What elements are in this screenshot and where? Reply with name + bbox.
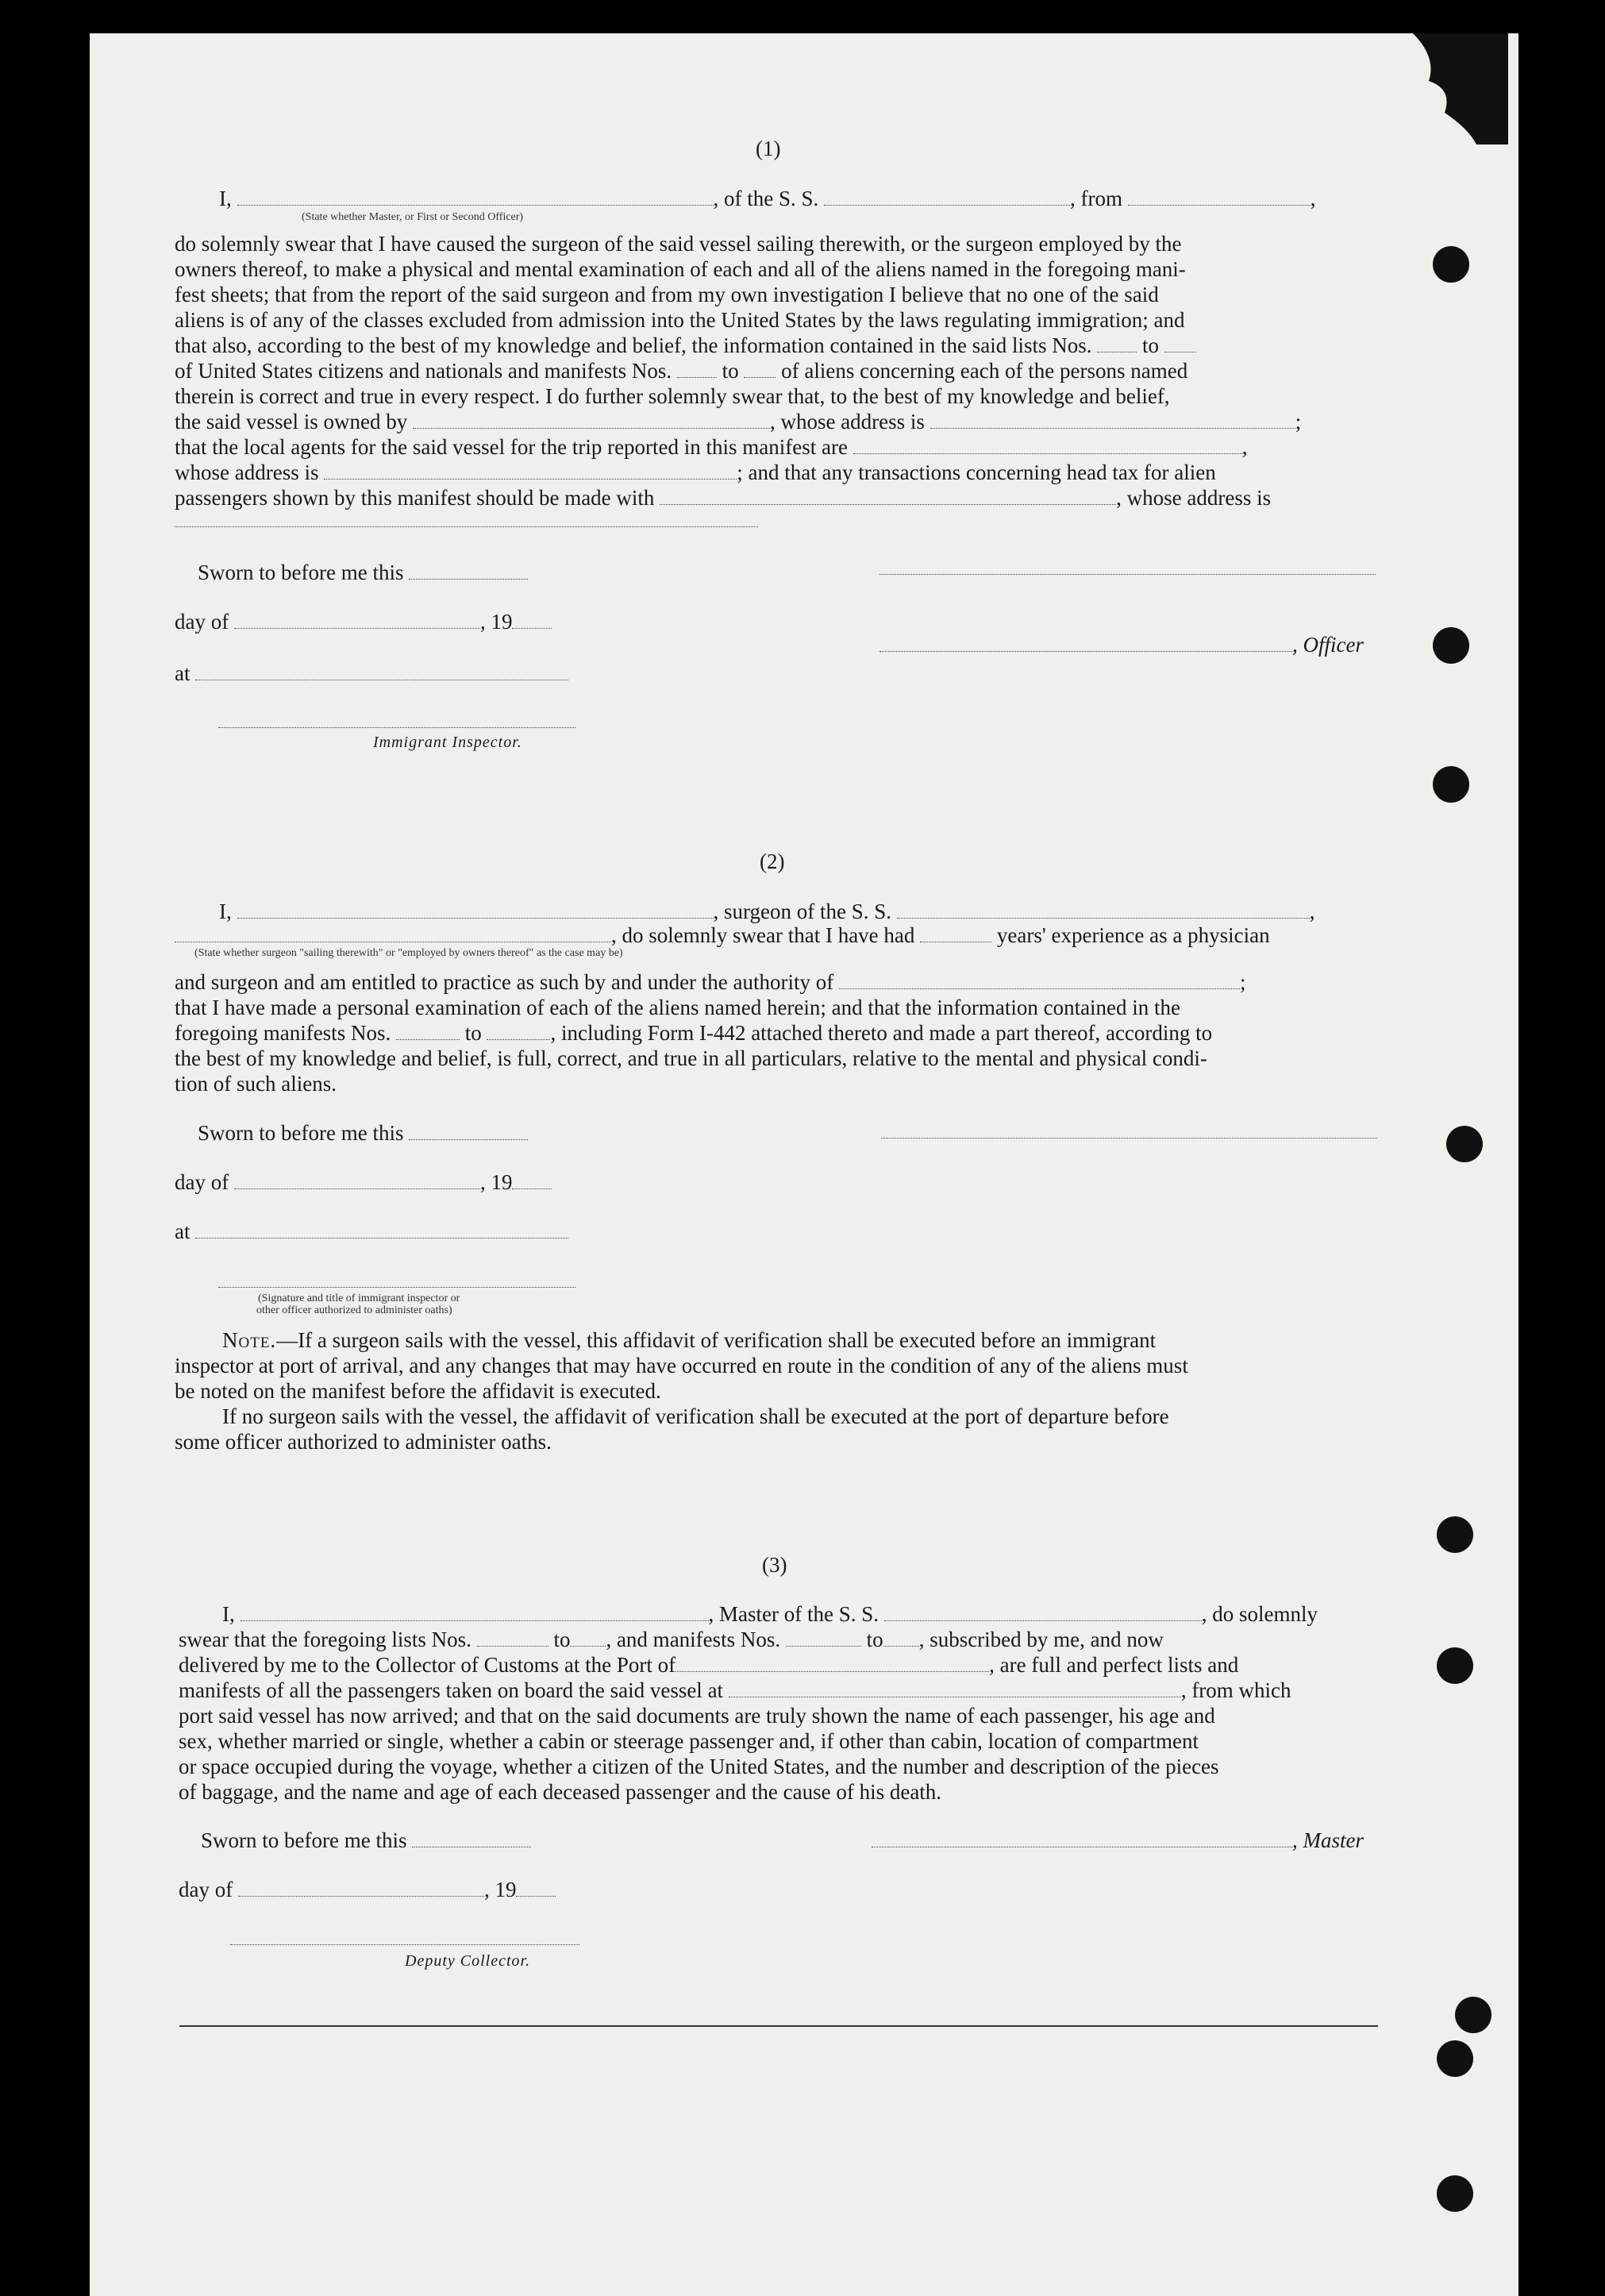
text: years' experience as a physician — [996, 923, 1270, 947]
text: —If a surgeon sails with the vessel, this affidavit of verification shall be executed before an immigrant — [276, 1328, 1157, 1352]
s2-at — [175, 1219, 568, 1243]
field-blank — [1097, 334, 1137, 352]
s1-field-note: (State whether Master, or First or Second Officer) — [302, 211, 524, 223]
text: day of — [179, 1878, 233, 1901]
text: day of — [175, 610, 229, 634]
punch-hole — [1437, 1516, 1473, 1553]
text: ; and that any transactions concerning head tax for alien — [737, 460, 1216, 484]
s1-line-11 — [175, 460, 1216, 484]
text: , subscribed by me, and now — [918, 1628, 1164, 1651]
s2-field-note: (State whether surgeon "sailing therewith" or "employed by owners thereof" as the case may be) — [194, 947, 623, 959]
text: , are full and perfect lists and — [989, 1653, 1239, 1677]
text: , and manifests Nos. — [606, 1628, 781, 1651]
s1-line-3: owners thereof, to make a physical and mental examination of each and all of the aliens named in the foregoing mani- — [175, 257, 1186, 281]
s2-line-7: tion of such aliens. — [175, 1072, 337, 1096]
s2-line-6: the best of my knowledge and belief, is full, correct, and true in all particulars, relative to the mental and physical condi- — [175, 1046, 1207, 1070]
text: , Officer — [1292, 633, 1364, 657]
s2-sig-note-1: (Signature and title of immigrant inspector or — [258, 1292, 460, 1304]
text: foregoing manifests Nos. — [175, 1021, 391, 1045]
text: the said vessel is owned by — [175, 410, 408, 433]
field-blank — [324, 461, 737, 480]
field-blank — [516, 1878, 556, 1897]
text: , of the S. S. — [713, 187, 819, 210]
s2-note-4: If no surgeon sails with the vessel, the affidavit of verification shall be executed at the port of departure before — [222, 1404, 1169, 1428]
s1-at — [175, 661, 568, 685]
text: day of — [175, 1170, 229, 1194]
text: to — [464, 1021, 482, 1045]
s3-line-6: sex, whether married or single, whether a cabin or steerage passenger and, if other than cabin, location of compartment — [179, 1729, 1199, 1753]
field-blank — [487, 1022, 550, 1040]
field-blank — [744, 360, 776, 378]
text: at — [175, 661, 191, 685]
text: passengers shown by this manifest should be made with — [175, 486, 655, 510]
section-1-number: (1) — [756, 137, 781, 160]
field-blank — [675, 1654, 989, 1672]
field-blank — [729, 1679, 1181, 1697]
text: at — [175, 1219, 191, 1243]
s3-line-2 — [179, 1628, 1164, 1651]
section-2-number: (2) — [760, 849, 785, 873]
s3-line-4 — [179, 1678, 1291, 1702]
text: swear that the foregoing lists Nos. — [179, 1628, 471, 1651]
field-blank — [237, 187, 714, 206]
signature-line — [218, 726, 575, 728]
field-blank — [897, 900, 1310, 919]
text: and surgeon and am entitled to practice as such by and under the authority of — [175, 970, 834, 994]
field-blank — [234, 611, 480, 629]
text: , whose address is — [769, 410, 925, 433]
s1-line-1 — [219, 187, 1316, 210]
s1-line-9 — [175, 410, 1301, 433]
s3-line-5: port said vessel has now arrived; and that on the said documents are truly shown the name of each passenger, his age and — [179, 1704, 1215, 1728]
punch-hole — [1446, 1126, 1483, 1162]
signature-line — [218, 1286, 575, 1288]
s2-note-5: some officer authorized to administer oaths. — [175, 1430, 552, 1454]
s2-line-5 — [175, 1021, 1212, 1045]
text: , including Form I-442 attached thereto and made a part thereof, according to — [550, 1021, 1213, 1045]
s1-line-10 — [175, 435, 1247, 459]
s1-line-5: aliens is of any of the classes excluded from admission into the United States by the laws regulating immigration; and — [175, 308, 1185, 332]
field-blank — [234, 1171, 480, 1189]
text: , 19 — [483, 1878, 517, 1901]
s2-day — [175, 1170, 552, 1194]
text: , do solemnly — [1201, 1602, 1318, 1626]
punch-hole — [1433, 627, 1469, 664]
field-blank — [396, 1022, 460, 1040]
s2-line-2 — [175, 923, 1270, 947]
text: , from which — [1180, 1678, 1291, 1702]
field-blank — [853, 436, 1242, 454]
s3-line-8: of baggage, and the name and age of each deceased passenger and the cause of his death. — [179, 1780, 942, 1804]
s2-line-3 — [175, 970, 1246, 994]
text: that the local agents for the said vessel for the trip reported in this manifest are — [175, 435, 848, 459]
field-blank — [241, 1603, 709, 1621]
s2-line-4: that I have made a personal examination of each of the aliens named herein; and that the information contained in the — [175, 996, 1181, 1019]
field-blank — [677, 360, 717, 378]
bottom-rule — [179, 2025, 1378, 2027]
s3-sworn — [201, 1828, 531, 1852]
field-blank — [879, 634, 1292, 652]
text: , do solemnly swear that I have had — [611, 923, 915, 947]
field-blank — [512, 1171, 552, 1189]
field-blank — [1164, 334, 1196, 352]
s3-day — [179, 1878, 556, 1901]
text: ; — [1240, 970, 1246, 994]
s1-inspector-label: Immigrant Inspector. — [373, 734, 522, 751]
text: Sworn to before me this — [198, 561, 404, 584]
field-blank — [413, 410, 770, 429]
field-blank — [195, 662, 568, 680]
section-3-number: (3) — [762, 1553, 787, 1577]
text: , — [1241, 435, 1248, 459]
field-blank — [883, 1628, 919, 1647]
field-blank — [839, 971, 1240, 989]
s1-line-7 — [175, 359, 1187, 383]
field-blank — [512, 611, 552, 629]
signature-line — [879, 573, 1376, 575]
text: I, — [219, 187, 232, 210]
text: ; — [1295, 410, 1302, 433]
punch-hole — [1433, 246, 1469, 283]
s2-sig-note-2: other officer authorized to administer oaths) — [256, 1304, 452, 1316]
field-blank — [884, 1603, 1202, 1621]
punch-hole — [1455, 1997, 1491, 2033]
text: to — [553, 1628, 571, 1651]
field-blank — [409, 1122, 528, 1140]
note-label: Note. — [222, 1328, 277, 1352]
text: Sworn to before me this — [201, 1828, 407, 1852]
s1-officer — [879, 633, 1364, 657]
text: , whose address is — [1116, 486, 1272, 510]
signature-line — [881, 1137, 1377, 1138]
text: to — [1141, 333, 1159, 357]
torn-corner — [1381, 33, 1508, 144]
text: , — [1310, 187, 1316, 210]
s1-line-6 — [175, 333, 1196, 357]
punch-hole — [1437, 2040, 1473, 2077]
text: of aliens concerning each of the persons named — [781, 359, 1188, 383]
field-blank — [930, 410, 1295, 429]
text: manifests of all the passengers taken on board the said vessel at — [179, 1678, 724, 1702]
text: , 19 — [479, 1170, 513, 1194]
field-blank — [175, 526, 758, 527]
field-blank — [570, 1628, 606, 1647]
s1-line-4: fest sheets; that from the report of the said surgeon and from my own investigation I believe that no one of the said — [175, 283, 1159, 306]
field-blank — [920, 924, 991, 942]
text: to — [722, 359, 739, 383]
s3-line-1 — [222, 1602, 1318, 1626]
field-blank — [1128, 187, 1311, 206]
field-blank — [195, 1220, 568, 1239]
text: Sworn to before me this — [198, 1121, 404, 1145]
s3-line-7: or space occupied during the voyage, whether a citizen of the United States, and the number and description of the pieces — [179, 1755, 1219, 1778]
field-blank — [409, 561, 528, 580]
field-blank — [237, 900, 714, 919]
text: I, — [222, 1602, 235, 1626]
text: , Master — [1292, 1828, 1364, 1852]
text: to — [866, 1628, 883, 1651]
text: , from — [1070, 187, 1122, 210]
s2-sworn — [198, 1121, 528, 1145]
punch-hole — [1437, 1647, 1473, 1684]
field-blank — [786, 1628, 861, 1647]
punch-hole — [1437, 2175, 1473, 2212]
text: delivered by me to the Collector of Customs at the Port of — [179, 1653, 676, 1677]
s1-line-2: do solemnly swear that I have caused the surgeon of the said vessel sailing therewith, or the surgeon employed by the — [175, 232, 1182, 256]
field-blank — [412, 1829, 531, 1847]
text: , 19 — [479, 610, 513, 634]
field-blank — [872, 1829, 1292, 1847]
text: whose address is — [175, 460, 319, 484]
text: , surgeon of the S. S. — [713, 900, 892, 923]
signature-line — [230, 1944, 579, 1945]
field-blank — [238, 1878, 484, 1897]
s3-line-3 — [179, 1653, 1238, 1677]
text: I, — [219, 900, 232, 923]
s1-sworn — [198, 561, 528, 584]
text: , — [1309, 900, 1315, 923]
s1-line-8: therein is correct and true in every respect. I do further solemnly swear that, to the best of my knowledge and belief, — [175, 384, 1170, 408]
field-blank — [477, 1628, 548, 1647]
s2-note-1 — [222, 1328, 1156, 1352]
s2-note-2: inspector at port of arrival, and any changes that may have occurred en route in the condition of any of the aliens must — [175, 1354, 1188, 1377]
s2-note-3: be noted on the manifest before the affidavit is executed. — [175, 1379, 661, 1403]
field-blank — [175, 924, 611, 942]
s1-day — [175, 610, 552, 634]
text: of United States citizens and nationals and manifests Nos. — [175, 359, 672, 383]
punch-hole — [1433, 766, 1469, 803]
field-blank — [824, 187, 1070, 206]
s3-collector-label: Deputy Collector. — [405, 1952, 531, 1970]
text: that also, according to the best of my knowledge and belief, the information contained in the said lists Nos. — [175, 333, 1092, 357]
s1-line-12 — [175, 486, 1271, 510]
s3-master — [872, 1828, 1364, 1852]
text: , Master of the S. S. — [708, 1602, 879, 1626]
field-blank — [660, 487, 1116, 505]
s2-line-1 — [219, 900, 1315, 923]
